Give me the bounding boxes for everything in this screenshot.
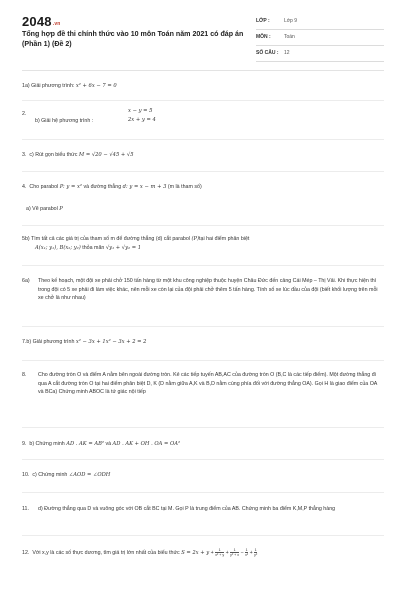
divider — [22, 535, 384, 536]
question-text: thỏa mãn — [82, 244, 105, 251]
equation-1: x − y = 5 — [128, 108, 153, 114]
meta-value: Toán — [284, 34, 295, 40]
question-number: 7.b) — [22, 339, 32, 345]
question-text: (m là tham số) — [167, 184, 202, 190]
divider — [22, 360, 384, 361]
question-5b — [22, 235, 384, 252]
divider — [22, 459, 384, 460]
question-math: AD . AK + OH . OA = OA² — [112, 441, 181, 447]
meta-row-count — [256, 46, 384, 62]
meta-row-class — [256, 14, 384, 30]
header-divider — [22, 70, 384, 71]
divider — [22, 225, 384, 226]
question-math: S = 2x + y — [181, 549, 210, 556]
divider — [22, 326, 384, 327]
question-math: AD . AK = AB² — [66, 441, 104, 447]
question-text: Giải phương trình — [32, 339, 75, 345]
meta-key: MÔN : — [256, 34, 271, 40]
meta-key: LỚP : — [256, 18, 270, 24]
divider — [22, 100, 384, 101]
question-text: Tìm tất cả các giá trị của tham số m để đường thẳng (d) cắt parabol — [31, 236, 190, 242]
divider — [22, 171, 384, 172]
meta-key: SỐ CÂU : — [256, 50, 279, 56]
question-number: 1a) — [22, 83, 30, 89]
meta-value: 12 — [284, 50, 290, 56]
equation-2: 2x + y = 4 — [128, 117, 156, 123]
question-4a — [26, 205, 326, 214]
question-text: c) Rút gọn biểu thức — [29, 152, 78, 158]
question-math: d: y = x − m + 3 — [122, 184, 167, 190]
question-number: 10. — [22, 472, 30, 478]
question-math: (P) — [191, 236, 200, 242]
question-text: Theo kế hoạch, một đội xe phải chở 150 tấn hàng từ một khu công nghiệp thuộc huyện Châu Đức đến cảng Cái Mép – Thị Vải. Khi thực hiện thì trong đội có 5 xe phải đi làm việc khác, nên mỗi xe còn lại của đội phải chở thêm 5 tấn hàng. Tính số xe lúc đầu của đội (biết khối lượng trên mỗi xe chở là như nhau) — [38, 278, 378, 302]
divider — [22, 427, 384, 428]
question-text: và — [105, 441, 112, 447]
question-text: và đường thẳng — [83, 184, 122, 190]
question-number: 8. — [22, 372, 27, 378]
logo-text: 2048 — [22, 14, 52, 29]
question-math: x² − 3x + 1x² − 3x + 2 = 2 — [75, 339, 147, 345]
document-header — [0, 0, 400, 66]
question-math: A(x₁; y₁), B(x₂; y₂) — [35, 244, 81, 251]
fraction-numerator: 1 — [254, 548, 257, 552]
question-math: P — [59, 206, 63, 212]
question-number: 4. — [22, 184, 27, 190]
fraction — [254, 548, 257, 557]
question-number: 3. — [22, 152, 27, 158]
question-math: √y₁ + √y₂ = 1 — [105, 244, 142, 251]
question-9 — [22, 440, 384, 449]
equation-system — [128, 107, 156, 125]
question-math: M = √20 − √45 + √5 — [78, 152, 134, 158]
question-math: P: y = x² — [59, 184, 83, 190]
divider — [22, 492, 384, 493]
fraction-denominator: x² — [245, 553, 249, 557]
question-number: 9. — [22, 441, 27, 447]
fraction-denominator: y² + x — [230, 553, 240, 557]
question-6a — [22, 277, 384, 303]
question-number: 12. — [22, 549, 30, 556]
question-10 — [22, 471, 384, 480]
question-text: d) Đường thẳng qua D và vuông góc với OB cắt BC tại M. Gọi P là trung điểm của AB. Chứng minh ba điểm K,M,P thẳng hàng — [38, 506, 336, 512]
question-4 — [22, 183, 384, 192]
question-math: x² + 6x − 7 = 0 — [75, 83, 117, 89]
question-text: Giải phương trình: — [31, 83, 75, 89]
fraction-denominator: y² — [254, 553, 258, 557]
question-text: Cho parabol — [29, 184, 59, 190]
meta-value: Lớp 9 — [284, 18, 298, 24]
question-number: 2. — [22, 111, 27, 117]
question-text: a) Vẽ parabol — [26, 206, 58, 212]
question-text: Cho đường tròn O và điểm A nằm bên ngoài đường tròn. Kẻ các tiếp tuyến AB,AC của đường tròn O (B,C là các tiếp điểm). Một đường thẳng đi qua A cắt đường tròn O tại hai điểm phân biệt D, K (D nằm giữa A,K và B,D nằm cùng phía đối với đường thẳng OA). Gọi H là giao điểm của OA và BCa) Chứng minh ABOC là tứ giác nội tiếp — [38, 372, 378, 396]
question-text: Với x,y là các số thực dương, tìm giá trị lớn nhất của biểu thức — [32, 549, 180, 556]
question-12: 12. Với x,y là các số thực dương, tìm giá trị lớn nhất của biểu thức S = 2x + y + $\frac{1}{\text{x² + y}}$ + $\frac{1}{\text{y² + x}}$ − $\frac{1}{\text{x²}}$ + $\frac{1}{\text{y²}}$ — [22, 548, 258, 557]
document-title: Tổng hợp đề thi chính thức vào 10 môn Toán năm 2021 có đáp án (Phần 1) (Đề 2) — [22, 30, 244, 48]
fraction-denominator: x² + y — [215, 553, 225, 557]
question-number: 11. — [22, 506, 29, 512]
fraction — [230, 548, 239, 557]
logo-tld: .vn — [52, 21, 61, 27]
question-number: 5b) — [22, 236, 30, 242]
fraction — [215, 548, 224, 557]
question-text: c) Chứng minh — [32, 472, 68, 478]
question-text: b) Giải hệ phương trình : — [35, 118, 94, 124]
question-number: 6a) — [22, 278, 30, 284]
fraction-numerator: 1 — [233, 548, 236, 552]
divider — [22, 139, 384, 140]
question-11 — [22, 505, 384, 514]
fraction — [245, 548, 248, 557]
question-text: b) Chứng minh — [29, 441, 65, 447]
question-3 — [22, 151, 384, 160]
question-7b — [22, 338, 384, 347]
fraction-numerator: 1 — [218, 548, 221, 552]
question-text: tại hai điểm phân biệt — [199, 236, 250, 242]
site-logo[interactable] — [22, 14, 61, 29]
meta-table — [256, 14, 384, 62]
meta-row-subject — [256, 30, 384, 46]
question-1a — [22, 82, 384, 91]
divider — [22, 265, 384, 266]
fraction-numerator: 1 — [245, 548, 248, 552]
question-8 — [22, 371, 384, 397]
question-math: ∠AOD = ∠ODH — [68, 472, 111, 478]
